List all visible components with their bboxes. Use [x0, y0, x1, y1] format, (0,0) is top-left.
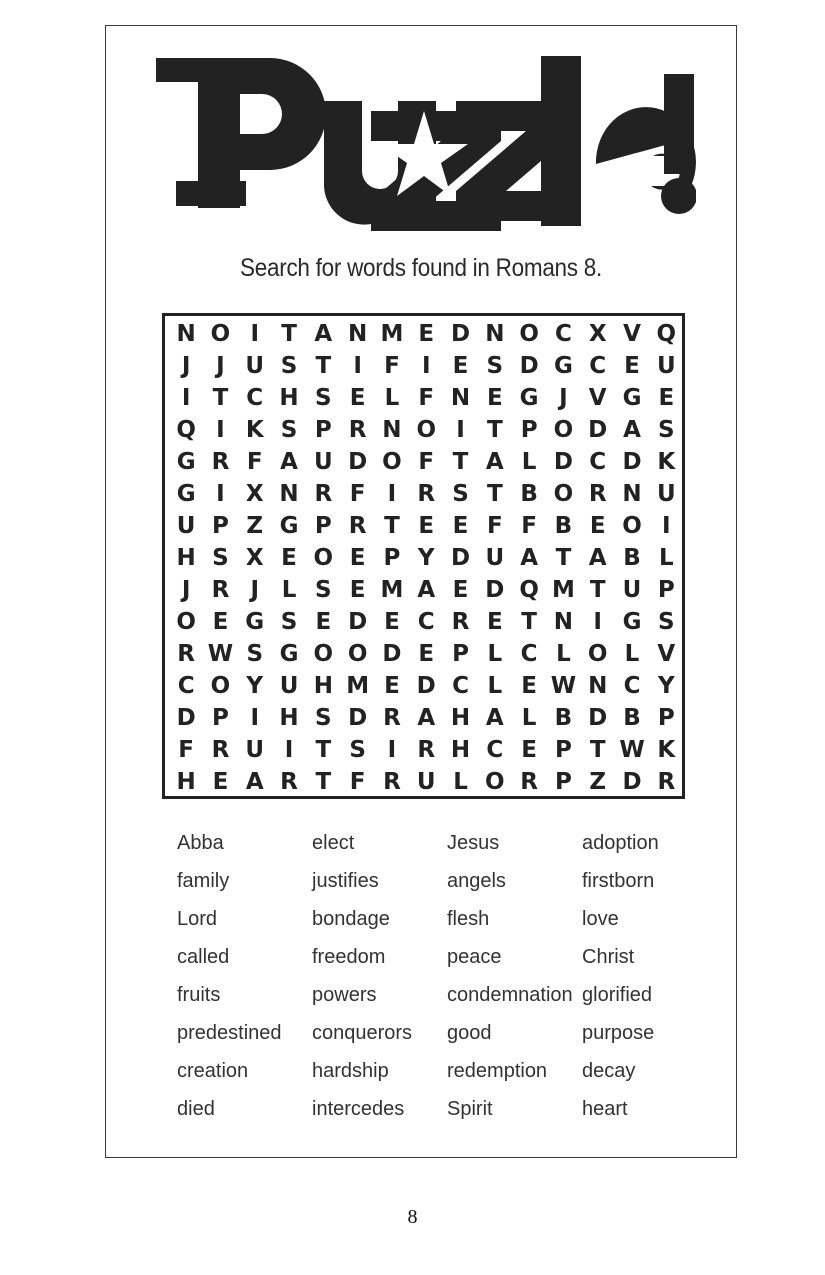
grid-letter: H: [279, 705, 299, 731]
grid-letter: A: [417, 705, 436, 731]
grid-letter: C: [520, 641, 538, 667]
grid-letter: E: [384, 609, 400, 635]
grid-letter: N: [553, 609, 574, 635]
grid-letter: G: [176, 449, 196, 475]
grid-letter: C: [589, 449, 607, 475]
grid-letter: H: [176, 545, 196, 571]
grid-letter: S: [452, 481, 469, 507]
grid-letter: C: [452, 673, 469, 699]
grid-letter: U: [176, 513, 196, 539]
grid-letter: N: [450, 385, 471, 411]
word-list-item: angels: [447, 869, 506, 892]
grid-letter: F: [349, 769, 366, 795]
grid-letter: G: [176, 481, 196, 507]
word-list-item: elect: [312, 831, 355, 854]
grid-row: [169, 606, 684, 638]
grid-letter: W: [550, 673, 577, 699]
grid-letter: N: [382, 417, 402, 443]
grid-letter: I: [593, 609, 602, 635]
word-list-item: firstborn: [582, 869, 655, 892]
grid-letter: B: [623, 545, 641, 571]
grid-letter: T: [452, 449, 469, 475]
grid-row: [169, 350, 684, 382]
grid-letter: V: [588, 385, 607, 411]
grid-letter: C: [246, 385, 264, 411]
grid-letter: I: [662, 513, 671, 539]
grid-letter: F: [349, 481, 366, 507]
word-list-item: justifies: [312, 869, 379, 892]
word-search-rows: [169, 318, 684, 798]
grid-letter: I: [284, 737, 294, 763]
grid-letter: K: [657, 449, 676, 475]
grid-letter: H: [176, 769, 196, 795]
grid-letter: O: [553, 481, 574, 507]
grid-letter: L: [624, 641, 640, 667]
grid-letter: D: [382, 641, 402, 667]
grid-letter: P: [212, 705, 229, 731]
grid-letter: O: [485, 769, 505, 795]
grid-letter: J: [250, 577, 260, 603]
grid-letter: T: [384, 513, 400, 539]
grid-letter: U: [279, 673, 299, 699]
grid-letter: S: [246, 641, 264, 667]
word-list-item: hardship: [312, 1059, 389, 1082]
word-list-item: conquerors: [312, 1021, 413, 1044]
word-list-row: [177, 1090, 717, 1128]
grid-row: [169, 766, 684, 798]
grid-letter: T: [555, 545, 572, 571]
grid-letter: N: [622, 481, 642, 507]
grid-letter: R: [177, 641, 195, 667]
grid-letter: K: [245, 417, 264, 443]
grid-letter: G: [279, 641, 299, 667]
grid-letter: D: [348, 705, 368, 731]
grid-letter: I: [216, 481, 225, 507]
word-list-row: [177, 900, 717, 938]
grid-letter: E: [418, 641, 435, 667]
grid-letter: I: [216, 417, 225, 443]
grid-letter: E: [658, 385, 675, 411]
grid-letter: T: [315, 769, 332, 795]
grid-letter: A: [245, 769, 264, 795]
grid-letter: O: [622, 513, 642, 539]
grid-letter: F: [521, 513, 537, 539]
grid-letter: E: [349, 577, 366, 603]
word-list-item: family: [177, 869, 230, 892]
grid-letter: E: [486, 385, 503, 411]
grid-letter: O: [210, 673, 231, 699]
grid-letter: O: [553, 417, 574, 443]
grid-letter: R: [211, 449, 230, 475]
grid-letter: T: [212, 385, 229, 411]
grid-letter: S: [315, 385, 332, 411]
grid-letter: D: [450, 545, 471, 571]
grid-letter: Q: [176, 417, 196, 443]
word-list-item: Abba: [177, 831, 224, 854]
grid-letter: T: [521, 609, 537, 635]
grid-letter: U: [416, 769, 436, 795]
grid-letter: X: [245, 481, 264, 507]
grid-letter: H: [313, 673, 333, 699]
grid-letter: O: [519, 321, 539, 347]
grid-letter: T: [486, 481, 503, 507]
grid-letter: A: [623, 417, 641, 443]
grid-letter: H: [450, 737, 471, 763]
grid-letter: S: [349, 737, 366, 763]
grid-letter: W: [207, 641, 234, 667]
word-list-item: called: [177, 945, 230, 968]
word-list-item: creation: [177, 1059, 249, 1082]
grid-letter: E: [486, 609, 503, 635]
grid-letter: T: [486, 417, 503, 443]
grid-letter: R: [348, 417, 367, 443]
word-list-item: Christ: [582, 945, 635, 968]
grid-letter: I: [181, 385, 191, 411]
grid-letter: J: [216, 353, 225, 379]
word-list-row: [177, 1052, 717, 1090]
grid-row: [169, 702, 684, 734]
grid-letter: L: [487, 641, 503, 667]
grid-letter: T: [589, 737, 606, 763]
grid-letter: S: [658, 417, 675, 443]
word-list-item: fruits: [177, 983, 221, 1006]
grid-letter: M: [346, 673, 370, 699]
grid-letter: D: [588, 417, 608, 443]
grid-row: [169, 414, 684, 446]
grid-letter: D: [485, 577, 505, 603]
grid-letter: A: [588, 545, 607, 571]
grid-row: [169, 318, 684, 350]
grid-letter: F: [486, 513, 503, 539]
grid-letter: M: [551, 577, 575, 603]
grid-letter: R: [348, 513, 367, 539]
word-list-item: bondage: [312, 907, 390, 930]
word-list-row: [177, 862, 717, 900]
grid-letter: D: [450, 321, 471, 347]
word-list-item: Lord: [177, 907, 218, 930]
grid-letter: R: [211, 577, 230, 603]
grid-letter: B: [554, 705, 573, 731]
grid-letter: U: [622, 577, 642, 603]
grid-letter: O: [416, 417, 436, 443]
grid-letter: F: [178, 737, 194, 763]
grid-letter: R: [314, 481, 333, 507]
grid-letter: O: [210, 321, 231, 347]
puzzle-page-frame: [105, 25, 737, 1158]
grid-row: [169, 510, 684, 542]
grid-letter: E: [212, 609, 229, 635]
word-list-item: adoption: [582, 831, 659, 854]
grid-letter: P: [554, 737, 572, 763]
grid-letter: W: [619, 737, 645, 763]
grid-letter: I: [456, 417, 465, 443]
word-list-item: flesh: [447, 907, 490, 930]
grid-letter: N: [348, 321, 368, 347]
grid-row: [169, 542, 684, 574]
grid-letter: N: [176, 321, 196, 347]
grid-letter: E: [624, 353, 640, 379]
grid-letter: S: [315, 705, 332, 731]
grid-letter: P: [520, 417, 538, 443]
grid-letter: I: [421, 353, 431, 379]
grid-letter: G: [279, 513, 299, 539]
grid-letter: L: [453, 769, 468, 795]
word-list-item: died: [177, 1097, 215, 1120]
word-list-item: intercedes: [312, 1097, 405, 1120]
puzzle-logo: [156, 56, 696, 236]
grid-letter: F: [418, 449, 435, 475]
grid-letter: B: [623, 705, 641, 731]
grid-letter: P: [452, 641, 469, 667]
grid-letter: S: [280, 417, 298, 443]
grid-letter: D: [519, 353, 539, 379]
grid-letter: A: [314, 321, 333, 347]
grid-letter: U: [245, 353, 265, 379]
grid-letter: L: [384, 385, 400, 411]
grid-letter: E: [521, 737, 537, 763]
grid-row: [169, 382, 684, 414]
word-list-row: [177, 1014, 717, 1052]
grid-letter: C: [177, 673, 195, 699]
grid-letter: P: [383, 545, 401, 571]
grid-letter: O: [176, 609, 196, 635]
word-list-item: heart: [582, 1097, 628, 1120]
grid-letter: E: [349, 545, 366, 571]
grid-letter: D: [588, 705, 608, 731]
grid-letter: N: [279, 481, 299, 507]
grid-letter: P: [314, 417, 332, 443]
grid-letter: R: [383, 705, 401, 731]
grid-letter: E: [281, 545, 297, 571]
grid-letter: C: [589, 353, 607, 379]
grid-letter: S: [280, 353, 298, 379]
grid-letter: E: [418, 513, 435, 539]
word-list-item: freedom: [312, 945, 386, 968]
grid-letter: S: [212, 545, 229, 571]
puzzle-instructions: Search for words found in Romans 8.: [240, 254, 602, 282]
word-list-item: purpose: [582, 1021, 655, 1044]
grid-letter: R: [520, 769, 538, 795]
word-list-item: Spirit: [447, 1097, 493, 1120]
grid-letter: V: [623, 321, 641, 347]
grid-letter: R: [417, 737, 436, 763]
grid-letter: L: [487, 673, 503, 699]
grid-row: [169, 638, 684, 670]
grid-letter: G: [553, 353, 573, 379]
grid-letter: M: [380, 577, 404, 603]
word-list-row: [177, 976, 717, 1014]
grid-letter: L: [521, 449, 537, 475]
grid-letter: G: [519, 385, 539, 411]
grid-letter: R: [383, 769, 401, 795]
grid-letter: E: [452, 353, 469, 379]
grid-letter: X: [245, 545, 264, 571]
word-list-row: [177, 824, 717, 862]
grid-letter: P: [314, 513, 332, 539]
grid-letter: R: [588, 481, 607, 507]
grid-letter: I: [387, 737, 397, 763]
grid-letter: Q: [656, 321, 677, 347]
grid-letter: P: [212, 513, 229, 539]
grid-letter: D: [622, 769, 642, 795]
grid-letter: S: [315, 577, 332, 603]
grid-letter: R: [211, 737, 230, 763]
grid-letter: C: [554, 321, 572, 347]
grid-letter: A: [280, 449, 298, 475]
grid-letter: O: [347, 641, 368, 667]
grid-letter: E: [349, 385, 366, 411]
grid-letter: O: [587, 641, 608, 667]
word-search-grid: [162, 313, 685, 799]
grid-letter: L: [556, 641, 571, 667]
grid-letter: T: [281, 321, 297, 347]
grid-letter: P: [554, 769, 572, 795]
grid-letter: I: [353, 353, 362, 379]
grid-letter: D: [176, 705, 196, 731]
grid-row: [169, 734, 684, 766]
grid-letter: Q: [519, 577, 539, 603]
grid-letter: R: [280, 769, 298, 795]
grid-letter: T: [315, 353, 332, 379]
grid-letter: H: [450, 705, 471, 731]
grid-letter: Y: [657, 673, 675, 699]
grid-letter: G: [622, 385, 642, 411]
grid-letter: E: [418, 321, 435, 347]
grid-letter: A: [485, 705, 504, 731]
grid-letter: A: [485, 449, 504, 475]
grid-letter: Z: [589, 769, 607, 795]
grid-letter: T: [315, 737, 332, 763]
word-list-item: condemnation: [447, 983, 573, 1006]
grid-letter: U: [245, 737, 265, 763]
grid-letter: L: [658, 545, 674, 571]
grid-letter: C: [486, 737, 504, 763]
grid-letter: Y: [417, 545, 435, 571]
grid-letter: Z: [246, 513, 264, 539]
grid-letter: L: [281, 577, 297, 603]
grid-row: [169, 478, 684, 510]
grid-letter: K: [657, 737, 676, 763]
grid-letter: E: [521, 673, 537, 699]
grid-letter: L: [521, 705, 537, 731]
grid-letter: R: [417, 481, 436, 507]
grid-letter: U: [656, 481, 676, 507]
grid-letter: A: [520, 545, 539, 571]
grid-letter: R: [657, 769, 676, 795]
grid-letter: I: [250, 321, 260, 347]
grid-letter: F: [246, 449, 263, 475]
grid-row: [169, 670, 684, 702]
grid-letter: S: [486, 353, 504, 379]
grid-letter: E: [315, 609, 332, 635]
grid-letter: E: [384, 673, 400, 699]
grid-letter: H: [279, 385, 299, 411]
grid-letter: U: [313, 449, 333, 475]
word-list-row: [177, 938, 717, 976]
grid-letter: O: [382, 449, 402, 475]
word-list-item: Jesus: [447, 831, 500, 854]
page-number: 8: [407, 1206, 418, 1228]
grid-letter: D: [416, 673, 436, 699]
word-list-item: decay: [582, 1059, 636, 1082]
grid-letter: U: [485, 545, 505, 571]
grid-letter: N: [588, 673, 608, 699]
grid-letter: B: [554, 513, 573, 539]
grid-letter: J: [559, 385, 568, 411]
grid-letter: D: [348, 449, 368, 475]
grid-letter: P: [657, 705, 675, 731]
grid-letter: B: [520, 481, 538, 507]
word-list-item: good: [447, 1021, 492, 1044]
grid-letter: T: [589, 577, 606, 603]
grid-letter: N: [485, 321, 505, 347]
grid-letter: S: [280, 609, 298, 635]
grid-letter: D: [622, 449, 642, 475]
word-list-item: predestined: [177, 1021, 282, 1044]
grid-letter: X: [588, 321, 607, 347]
word-list-item: glorified: [582, 983, 653, 1006]
word-list-item: redemption: [447, 1059, 548, 1082]
grid-letter: E: [212, 769, 229, 795]
grid-letter: G: [245, 609, 265, 635]
grid-letter: C: [417, 609, 435, 635]
grid-letter: Y: [246, 673, 264, 699]
grid-letter: P: [657, 577, 675, 603]
grid-letter: A: [417, 577, 436, 603]
word-list-item: powers: [312, 983, 377, 1006]
grid-row: [169, 574, 684, 606]
grid-letter: J: [181, 353, 191, 379]
word-list-item: peace: [447, 945, 502, 968]
grid-letter: R: [451, 609, 470, 635]
grid-letter: I: [387, 481, 397, 507]
grid-letter: G: [622, 609, 642, 635]
grid-letter: I: [250, 705, 260, 731]
grid-letter: U: [656, 353, 676, 379]
grid-letter: D: [348, 609, 368, 635]
grid-letter: E: [452, 513, 469, 539]
grid-letter: V: [657, 641, 676, 667]
grid-letter: E: [452, 577, 469, 603]
grid-letter: E: [589, 513, 606, 539]
grid-letter: D: [553, 449, 573, 475]
word-list-item: love: [582, 907, 619, 930]
grid-row: [169, 446, 684, 478]
grid-letter: O: [313, 545, 334, 571]
grid-letter: F: [384, 353, 400, 379]
grid-letter: C: [623, 673, 641, 699]
grid-letter: S: [658, 609, 675, 635]
word-list: [177, 824, 717, 1128]
grid-letter: O: [313, 641, 334, 667]
grid-letter: M: [380, 321, 404, 347]
grid-letter: J: [181, 577, 191, 603]
grid-letter: F: [418, 385, 435, 411]
